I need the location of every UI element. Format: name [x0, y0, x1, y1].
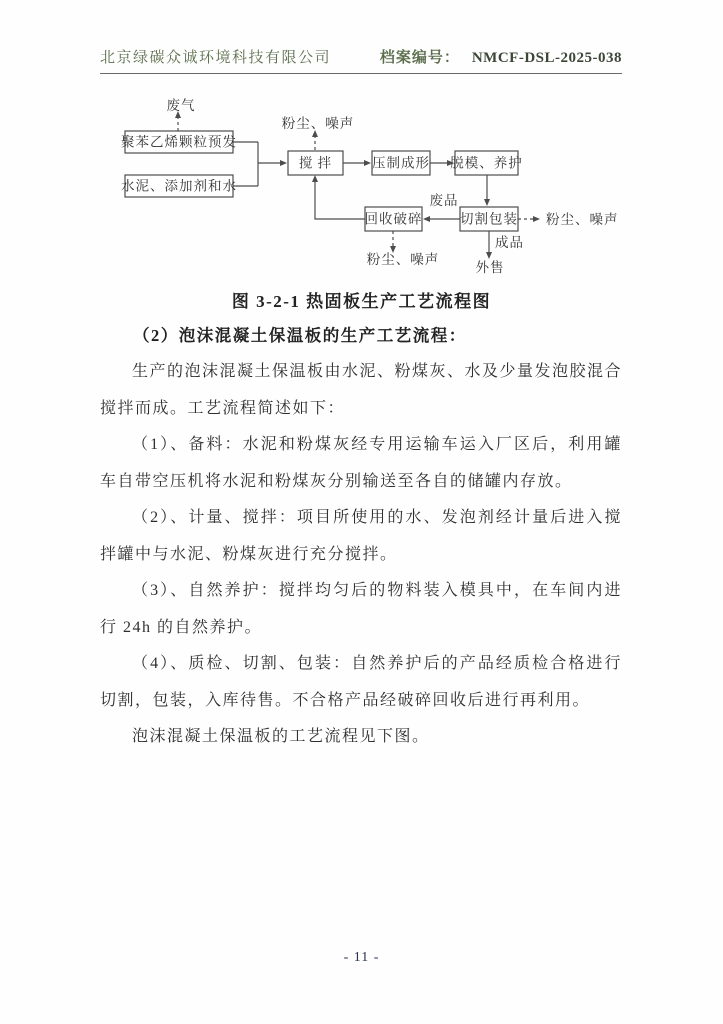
section-heading: （2）泡沫混凝土保温板的生产工艺流程：	[133, 326, 467, 345]
finished-product-label: 成品	[495, 235, 524, 250]
archive-number-group	[380, 46, 622, 67]
arrow-recycle-to-mixing	[315, 181, 365, 219]
paragraph-step-3: （3）、自然养护：搅拌均匀后的物料装入模具中，在车间内进行 24h 的自然养护。	[100, 582, 622, 636]
dust-noise-label-recycle: 粉尘、噪声	[366, 252, 440, 267]
paragraph-closing: 泡沫混凝土保温板的工艺流程见下图。	[132, 728, 430, 745]
flow-box-press-forming	[372, 151, 430, 175]
archive-number: NMCF-DSL-2025-038	[471, 50, 622, 66]
page-number: - 11 -	[343, 950, 380, 965]
flow-box-cutting-packing-label: 切割包装	[460, 211, 518, 227]
flow-box-pre-expansion	[121, 131, 237, 153]
paragraph-intro: 生产的泡沫混凝土保温板由水泥、粉煤灰、水及少量发泡胶混合搅拌而成。工艺流程简述如下：	[100, 363, 623, 417]
waste-gas-label: 废气	[166, 98, 196, 113]
dust-noise-label-cutting: 粉尘、噪声	[546, 212, 619, 227]
flow-box-mixing	[288, 151, 343, 175]
figure-caption: 图 3-2-1 热固板生产工艺流程图	[231, 292, 492, 311]
flow-box-demold-curing-label: 脱模、养护	[450, 155, 523, 171]
flow-box-recycle-crushing	[365, 207, 423, 231]
scrap-label: 废品	[429, 193, 459, 208]
paragraph-step-1: （1）、备料：水泥和粉煤灰经专用运输车运入厂区后，利用罐车自带空压机将水泥和粉煤灰分别输送至各自的储罐内存放。	[100, 436, 622, 490]
flow-box-raw-materials	[121, 175, 237, 197]
external-sale-label: 外售	[475, 260, 505, 275]
dust-noise-label-mixing: 粉尘、噪声	[281, 116, 355, 131]
archive-label: 档案编号：	[379, 50, 460, 66]
flow-box-press-forming-label: 压制成形	[372, 155, 430, 171]
flow-box-cutting-packing	[460, 207, 518, 231]
process-flow-diagram	[0, 88, 723, 283]
flow-box-demold-curing	[450, 151, 523, 175]
flow-box-raw-materials-label: 水泥、添加剂和水	[121, 178, 237, 194]
page-header	[100, 46, 622, 74]
paragraph-step-4: （4）、质检、切割、包装：自然养护后的产品经质检合格进行切割，包装，入库待售。不合格产品经破碎回收后进行再利用。	[100, 655, 622, 709]
body-text	[100, 322, 622, 756]
flow-box-mixing-label: 搅 拌	[298, 155, 333, 171]
company-name: 北京绿碳众诚环境科技有限公司	[100, 50, 332, 66]
paragraph-step-2: （2）、计量、搅拌：项目所使用的水、发泡剂经计量后进入搅拌罐中与水泥、粉煤灰进行充分搅拌。	[100, 509, 622, 563]
flow-box-pre-expansion-label: 聚苯乙烯颗粒预发	[121, 134, 237, 150]
flow-box-recycle-crushing-label: 回收破碎	[364, 211, 423, 227]
